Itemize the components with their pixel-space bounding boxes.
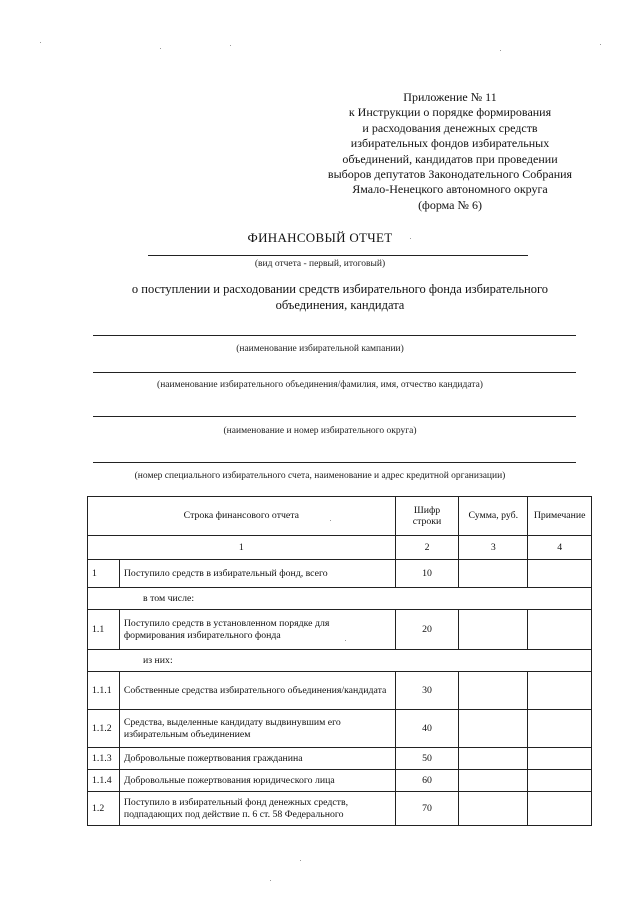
row-shifr: 30 [395,672,459,710]
district-hint: (наименование и номер избирательного округа) [223,426,417,436]
row-note-cell [528,710,592,748]
appendix-line: Ямало-Ненецкого автономного округа [352,182,548,197]
row-subheader: в том числе: [88,588,592,610]
row-shifr: 40 [395,710,459,748]
row-code: 1.1.4 [88,770,120,792]
column-number: 4 [528,536,592,560]
report-title: ФИНАНСОВЫЙ ОТЧЕТ [247,230,393,245]
row-note-cell [528,770,592,792]
row-sum-cell [459,748,528,770]
header-code: Шифр строки [395,497,459,536]
header-line: Строка финансового отчета [88,497,396,536]
table-row [88,560,592,588]
row-code: 1.1.2 [88,710,120,748]
row-note-cell [528,748,592,770]
row-sum-cell [459,560,528,588]
row-shifr: 10 [395,560,459,588]
row-name: Добровольные пожертвования гражданина [119,748,395,770]
table-row [88,770,592,792]
row-name: Поступило средств в установленном порядке для формирования избирательного фонда [119,610,395,650]
district-line [93,416,576,417]
row-code: 1.1 [88,610,120,650]
appendix-line: Приложение № 11 [403,90,497,104]
report-type-hint: (вид отчета - первый, итоговый) [254,259,386,269]
header-sum: Сумма, руб. [459,497,528,536]
row-note-cell [528,792,592,826]
row-subheader: из них: [88,650,592,672]
row-name: Добровольные пожертвования юридического лица [119,770,395,792]
table-row [88,710,592,748]
account-line [93,462,576,463]
row-sum-cell [459,792,528,826]
table-subheader-row [88,650,592,672]
column-number: 1 [88,536,396,560]
table-row [88,610,592,650]
row-note-cell [528,560,592,588]
account-hint: (номер специального избирательного счета, наименование и адрес кредитной организации) [134,471,506,481]
row-name: Поступило в избирательный фонд денежных средств, подпадающих под действие п. 6 ст. 58 Федерального [119,792,395,826]
table-row [88,672,592,710]
row-code: 1.1.1 [88,672,120,710]
header-note: Примечание [528,497,592,536]
row-code: 1.1.3 [88,748,120,770]
row-note-cell [528,672,592,710]
row-shifr: 60 [395,770,459,792]
appendix-line: (форма № 6) [418,197,482,212]
table-row [88,748,592,770]
campaign-line [93,335,576,336]
row-code: 1.2 [88,792,120,826]
candidate-hint: (наименование избирательного объединения/фамилия, имя, отчество кандидата) [157,380,483,390]
row-code: 1 [88,560,120,588]
column-number-row [88,536,592,560]
appendix-line: к Инструкции о порядке формирования [348,105,552,120]
subject-line: о поступлении и расходовании средств избирательного фонда избирательного [131,282,549,296]
appendix-line: избирательных фондов избирательных [350,136,550,151]
column-number: 2 [395,536,459,560]
row-shifr: 70 [395,792,459,826]
table-row [88,792,592,826]
appendix-block [300,90,600,213]
appendix-line: объединений, кандидатов при проведении [342,151,558,166]
table-subheader-row [88,588,592,610]
row-shifr: 50 [395,748,459,770]
report-type-line [148,255,528,256]
row-note-cell [528,610,592,650]
row-sum-cell [459,610,528,650]
row-sum-cell [459,710,528,748]
subject-line: объединения, кандидата [275,298,405,312]
appendix-line: и расходования денежных средств [362,120,538,135]
candidate-line [93,372,576,373]
appendix-line: выборов депутатов Законодательного Собрания [327,167,573,182]
row-sum-cell [459,672,528,710]
row-shifr: 20 [395,610,459,650]
financial-report-table [87,496,592,826]
table-header-row [88,497,592,536]
row-sum-cell [459,770,528,792]
column-number: 3 [459,536,528,560]
row-name: Поступило средств в избирательный фонд, всего [119,560,395,588]
campaign-hint: (наименование избирательной кампании) [236,344,404,354]
row-name: Собственные средства избирательного объединения/кандидата [119,672,395,710]
row-name: Средства, выделенные кандидату выдвинувшим его избирательным объединением [119,710,395,748]
report-subject [60,281,620,313]
